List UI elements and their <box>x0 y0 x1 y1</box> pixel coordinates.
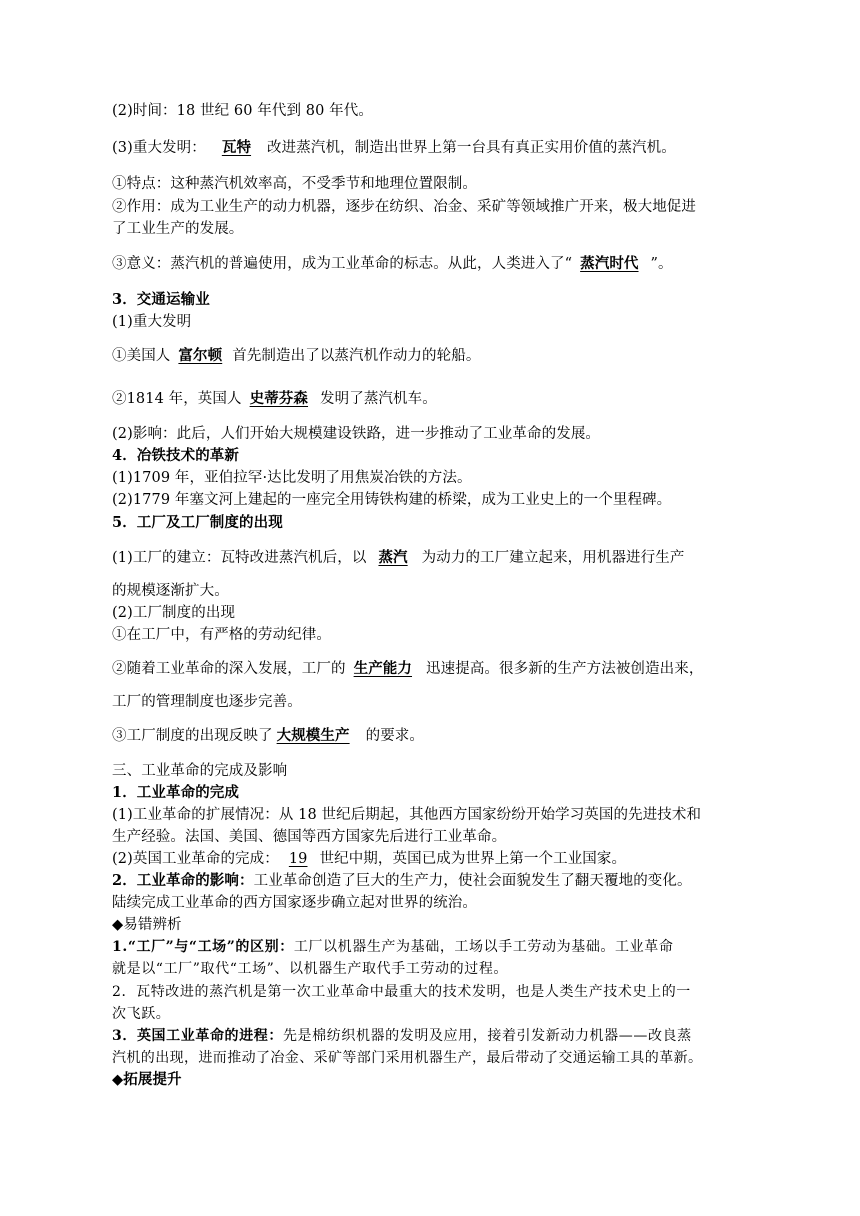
text: 工业革命创造了巨大的生产力，使社会面貌发生了翻天覆地的变化。 <box>253 873 692 889</box>
text-bold: 2．工业革命的影响： <box>112 872 254 889</box>
text: ①美国人 <box>112 348 171 364</box>
paragraph-major-invention: (1)重大发明 <box>112 314 192 330</box>
paragraph-watt-invention: 2．瓦特改进的蒸汽机是第一次工业革命中最重大的技术发明，也是人类生产技术史上的一 <box>112 984 691 1000</box>
text: (1)工厂的建立：瓦特改进蒸汽机后，以 <box>112 550 367 566</box>
paragraph-capacity <box>112 658 703 680</box>
text: 工厂以机器生产为基础，工场以手工劳动为基础。工业革命 <box>293 939 674 955</box>
answer-large-scale: 大规模生产 <box>276 728 350 744</box>
heading-completion: 1．工业革命的完成 <box>112 784 239 801</box>
paragraph-darby: (1)1709 年，亚伯拉罕·达比发明了用焦炭冶铁的方法。 <box>112 470 472 486</box>
text: ③工厂制度的出现反映了 <box>112 728 273 744</box>
text: ②1814 年，英国人 <box>112 391 242 407</box>
paragraph-time: (2)时间：18 世纪 60 年代到 80 年代。 <box>112 103 373 119</box>
heading-factory: 5．工厂及工厂制度的出现 <box>112 514 283 531</box>
paragraph-discipline: ①在工厂中，有严格的劳动纪律。 <box>112 627 331 643</box>
paragraph-factory-vs-workshop <box>112 936 673 958</box>
heading-iron: 4．冶铁技术的革新 <box>112 447 239 464</box>
paragraph-factory-built-cont: 的规模逐渐扩大。 <box>112 583 229 599</box>
paragraph-factory-system: (2)工厂制度的出现 <box>112 605 236 621</box>
text: (2)英国工业革命的完成： <box>112 851 279 867</box>
text: 发明了蒸汽机车。 <box>320 391 437 407</box>
text-bold: 1.“工厂”与“工场”的区别： <box>112 939 294 955</box>
text: ”。 <box>650 256 673 272</box>
paragraph-process <box>112 1025 692 1047</box>
paragraph-influence-cont: 陆续完成工业革命的西方国家逐步确立起对世界的统治。 <box>112 895 477 911</box>
paragraph-process-cont: 汽机的出现，进而推动了冶金、采矿等部门采用机器生产，最后带动了交通运输工具的革新。 <box>112 1050 703 1066</box>
text: 首先制造出了以蒸汽机作动力的轮船。 <box>232 348 481 364</box>
text: (3)重大发明： <box>112 140 206 156</box>
paragraph-capacity-cont: 工厂的管理制度也逐步完善。 <box>112 694 302 710</box>
paragraph-influence <box>112 870 692 892</box>
answer-19: 19 <box>288 851 308 867</box>
text: ③意义：蒸汽机的普遍使用，成为工业革命的标志。从此，人类进入了“ <box>112 256 573 272</box>
text: 先是棉纺织机器的发明及应用，接着引发新动力机器——改良蒸 <box>282 1028 692 1044</box>
section-three-title: 三、工业革命的完成及影响 <box>112 763 288 779</box>
text-bold: 3．英国工业革命的进程： <box>112 1028 283 1044</box>
paragraph-factory-built <box>112 547 684 569</box>
heading-error-analysis: ◆易错辨析 <box>112 917 182 933</box>
answer-steam: 蒸汽 <box>378 550 408 566</box>
paragraph-large-scale <box>112 725 424 747</box>
text: ②随着工业革命的深入发展，工厂的 <box>112 661 346 677</box>
heading-transport: 3．交通运输业 <box>112 291 210 308</box>
text: 为动力的工厂建立起来，用机器进行生产 <box>421 550 685 566</box>
heading-extension: ◆拓展提升 <box>112 1071 182 1088</box>
answer-capacity: 生产能力 <box>353 661 413 677</box>
paragraph-expansion-cont: 生产经验。法国、美国、德国等西方国家先后进行工业革命。 <box>112 829 507 845</box>
answer-watt: 瓦特 <box>221 140 252 156</box>
answer-fulton: 富尔顿 <box>178 348 223 364</box>
paragraph-significance <box>112 253 673 275</box>
paragraph-railway: (2)影响：此后，人们开始大规模建设铁路，进一步推动了工业革命的发展。 <box>112 426 601 442</box>
paragraph-fulton <box>112 345 480 367</box>
paragraph-bridge: (2)1779 年塞文河上建起的一座完全用铸铁构建的桥梁，成为工业史上的一个里程碑。 <box>112 492 672 508</box>
paragraph-effect-cont: 了工业生产的发展。 <box>112 221 244 237</box>
paragraph-feature: ①特点：这种蒸汽机效率高，不受季节和地理位置限制。 <box>112 176 477 192</box>
paragraph-invention <box>112 137 676 159</box>
text: 迅速提高。很多新的生产方法被创造出来， <box>426 661 704 677</box>
paragraph-factory-vs-workshop-cont: 就是以“工厂”取代“工场”、以机器生产取代手工劳动的过程。 <box>112 961 509 977</box>
paragraph-british-completion <box>112 848 626 870</box>
answer-steam-age: 蒸汽时代 <box>580 256 639 272</box>
paragraph-expansion: (1)工业革命的扩展情况：从 18 世纪后期起，其他西方国家纷纷开始学习英国的先进技术和 <box>112 807 702 823</box>
paragraph-stephenson <box>112 388 437 410</box>
paragraph-effect: ②作用：成为工业生产的动力机器，逐步在纺织、冶金、采矿等领域推广开来，极大地促进 <box>112 199 696 215</box>
text: 改进蒸汽机，制造出世界上第一台具有真正实用价值的蒸汽机。 <box>267 140 676 156</box>
paragraph-watt-invention-cont: 次飞跃。 <box>112 1006 171 1022</box>
answer-stephenson: 史蒂芬森 <box>249 391 309 407</box>
text: 的要求。 <box>365 728 425 744</box>
text: 世纪中期，英国已成为世界上第一个工业国家。 <box>319 851 627 867</box>
